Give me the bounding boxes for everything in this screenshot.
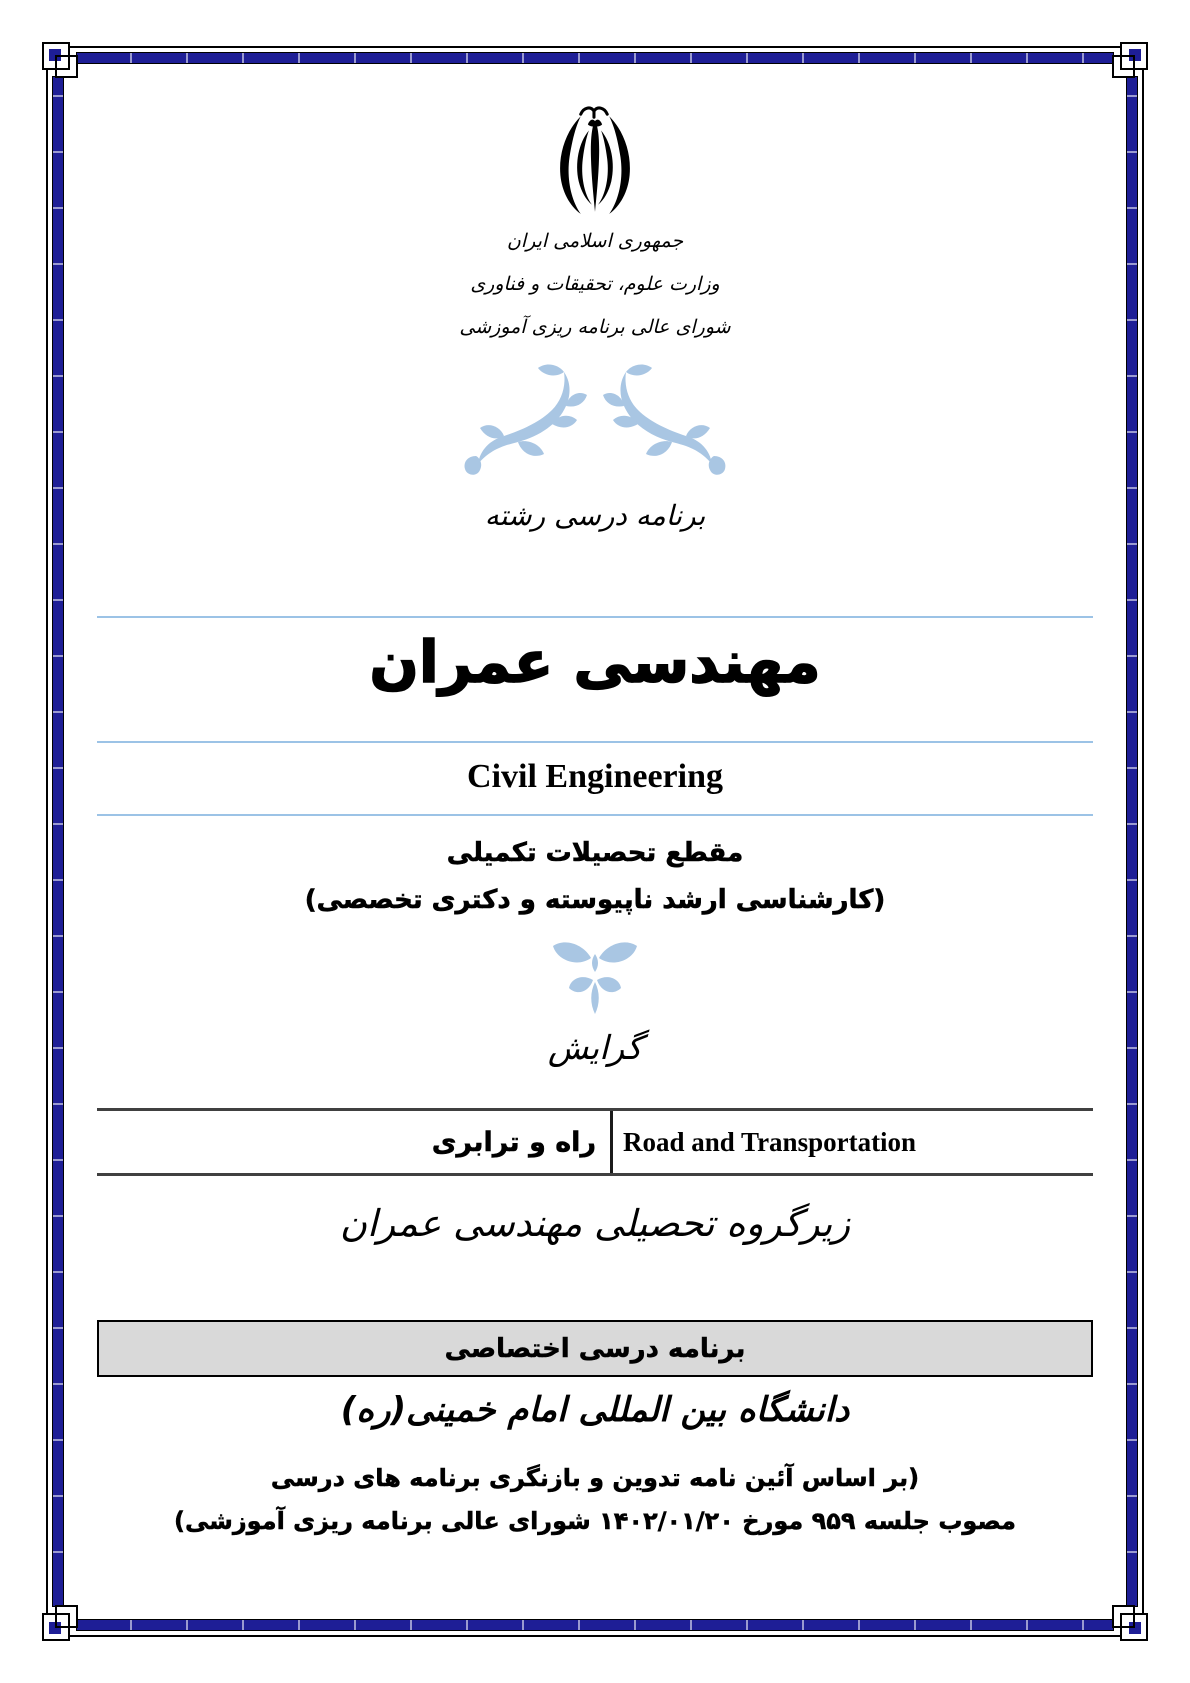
iran-national-emblem-icon bbox=[543, 104, 647, 218]
approval-line-1: (بر اساس آئین نامه تدوین و بازنگری برنامه های درسی bbox=[270, 1464, 920, 1492]
frame-corner-knot bbox=[1110, 1603, 1148, 1641]
frame-corner-knot bbox=[42, 1603, 80, 1641]
frame-band-bottom bbox=[76, 1619, 1114, 1631]
level-line: مقطع تحصیلات تکمیلی bbox=[446, 838, 744, 868]
orientation-cell-fa bbox=[97, 1111, 610, 1173]
orientation-table bbox=[97, 1108, 1093, 1176]
floral-ornament-icon bbox=[460, 360, 730, 482]
orientation-value-en: Road and Transportation bbox=[623, 1126, 917, 1157]
orientation-cell-en bbox=[610, 1111, 1093, 1173]
header-republic: جمهوری اسلامی ایران bbox=[506, 230, 684, 252]
small-floral-ornament-icon bbox=[545, 938, 645, 1026]
frame-band-left bbox=[52, 76, 64, 1607]
university-name: دانشگاه بین المللی امام خمینی(ره) bbox=[340, 1390, 850, 1430]
orientation-value-fa: راه و ترابری bbox=[431, 1126, 596, 1158]
program-field-label: برنامه درسی رشته bbox=[484, 499, 706, 532]
degrees-line: (کارشناسی ارشد ناپیوسته و دکتری تخصصی) bbox=[304, 885, 886, 915]
divider-rule bbox=[97, 814, 1093, 816]
frame-corner-knot bbox=[42, 42, 80, 80]
program-type-bar bbox=[97, 1320, 1093, 1377]
divider-rule bbox=[97, 741, 1093, 743]
page-title-en: Civil Engineering bbox=[467, 758, 723, 795]
approval-line-2: مصوب جلسه ۹۵۹ مورخ ۱۴۰۲/۰۱/۲۰ شورای عالی برنامه ریزی آموزشی) bbox=[174, 1507, 1016, 1535]
frame-band-top bbox=[76, 52, 1114, 64]
orientation-label: گرایش bbox=[547, 1028, 643, 1067]
frame-band-right bbox=[1126, 76, 1138, 1607]
program-type-label: برنامه درسی اختصاصی bbox=[444, 1333, 746, 1364]
divider-rule bbox=[97, 616, 1093, 618]
frame-corner-knot bbox=[1110, 42, 1148, 80]
header-council: شورای عالی برنامه ریزی آموزشی bbox=[459, 316, 731, 338]
header-ministry: وزارت علوم، تحقیقات و فناوری bbox=[470, 273, 720, 295]
page-title-fa: مهندسی عمران bbox=[369, 628, 821, 696]
subgroup-line: زیرگروه تحصیلی مهندسی عمران bbox=[339, 1202, 851, 1245]
